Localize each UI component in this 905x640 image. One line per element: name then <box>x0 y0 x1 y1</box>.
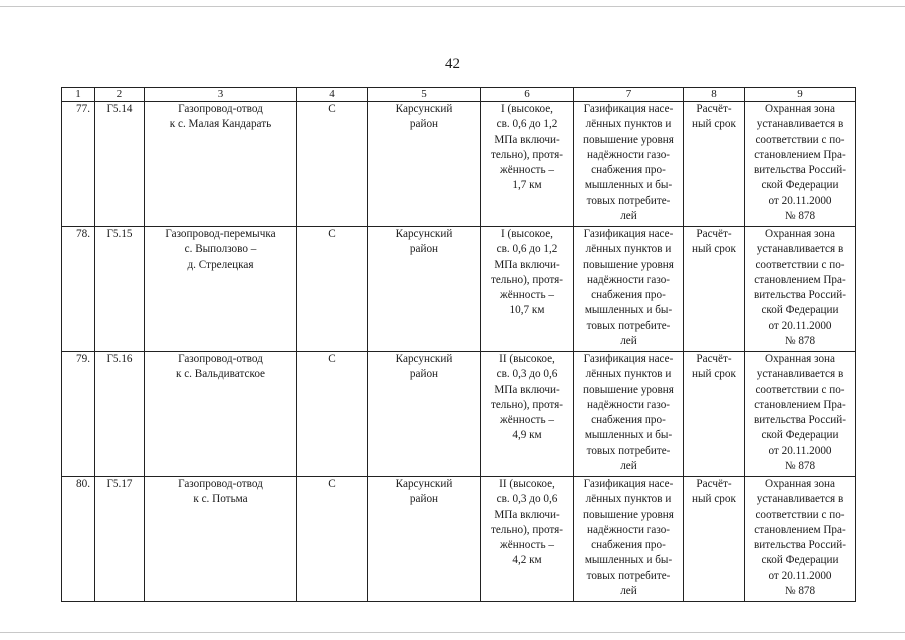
cell-text-line: повышение уровня <box>583 508 674 521</box>
cell-parameters <box>481 102 574 227</box>
cell-text-line: соответствии с по- <box>755 133 845 146</box>
column-header: 5 <box>368 88 481 102</box>
cell-text-line: МПа включи- <box>494 258 560 271</box>
cell-text-line: лённых пунктов и <box>585 493 672 506</box>
cell-text-line: II (высокое, <box>499 478 555 490</box>
cell-text-line: мышленных и бы- <box>584 429 673 442</box>
cell-district <box>368 102 481 227</box>
cell-text-line: к с. Малая Кандарать <box>169 118 272 131</box>
cell-text-line: Расчёт- <box>696 228 732 240</box>
cell-text-line: от 20.11.2000 <box>768 444 832 457</box>
cell-text-line: снабжения про- <box>591 164 666 177</box>
cell-protection-zone <box>745 102 856 227</box>
cell-text-line: район <box>409 243 439 256</box>
column-header: 3 <box>145 88 297 102</box>
cell-text-line: лённых пунктов и <box>585 243 672 256</box>
cell-text-line: от 20.11.2000 <box>768 569 832 582</box>
cell-text-line: становлением Пра- <box>754 148 846 161</box>
cell-text-line: мышленных и бы- <box>584 554 673 567</box>
cell-text-line: ской Федерации <box>761 179 839 192</box>
cell-purpose <box>574 227 684 352</box>
cell-text-line: лей <box>620 585 637 598</box>
cell-text-line: надёжности газо- <box>586 148 671 161</box>
cell-text-line: тельно), протя- <box>490 398 564 411</box>
scan-edge-bottom <box>0 632 905 633</box>
scan-edge-top <box>0 6 905 7</box>
cell-text-line: Газопровод-отвод <box>178 103 263 115</box>
column-header: 8 <box>684 88 745 102</box>
column-header: 4 <box>297 88 368 102</box>
cell-text-line: вительства Россий- <box>753 289 846 302</box>
cell-text-line: жённость – <box>500 164 554 177</box>
cell-text-line: снабжения про- <box>591 289 666 302</box>
cell-text-line: соответствии с по- <box>755 508 845 521</box>
cell-district <box>368 477 481 602</box>
cell-text-line: тельно), протя- <box>490 273 564 286</box>
cell-text-line: св. 0,6 до 1,2 <box>496 243 558 256</box>
cell-text-line: надёжности газо- <box>586 273 671 286</box>
cell-text-line: ской Федерации <box>761 554 839 567</box>
cell-text-line: надёжности газо- <box>586 523 671 536</box>
cell-text-line: ный срок <box>692 368 736 381</box>
cell-term <box>684 352 745 477</box>
cell-text-line: лённых пунктов и <box>585 368 672 381</box>
cell-text-line: к с. Вальдиватское <box>175 368 266 381</box>
cell-text-line: Карсунский <box>395 103 453 115</box>
cell-code: Г5.14 <box>95 102 145 227</box>
cell-text-line: Охранная зона <box>764 103 835 115</box>
cell-text-line: ный срок <box>692 118 736 131</box>
cell-text-line: товых потребите- <box>586 319 671 332</box>
cell-text-line: Карсунский <box>395 478 453 490</box>
cell-text-line: снабжения про- <box>591 414 666 427</box>
cell-text-line: ской Федерации <box>761 429 839 442</box>
cell-text-line: Карсунский <box>395 228 453 240</box>
cell-text-line: Газификация насе- <box>583 228 674 240</box>
cell-text-line: МПа включи- <box>494 508 560 521</box>
cell-text-line: II (высокое, <box>499 353 555 365</box>
cell-text-line: устанавливается в <box>756 243 844 256</box>
cell-text-line: снабжения про- <box>591 539 666 552</box>
cell-text-line: вительства Россий- <box>753 539 846 552</box>
cell-text-line: ской Федерации <box>761 304 839 317</box>
cell-text-line: повышение уровня <box>583 383 674 396</box>
cell-text-line: жённость – <box>500 414 554 427</box>
table-row <box>62 352 856 477</box>
cell-purpose <box>574 352 684 477</box>
cell-text-line: № 878 <box>784 460 816 473</box>
cell-text-line: 4,2 км <box>512 554 542 567</box>
cell-text-line: Охранная зона <box>764 228 835 240</box>
cell-text-line: 1,7 км <box>512 179 542 192</box>
cell-text-line: Расчёт- <box>696 103 732 115</box>
cell-text-line: лей <box>620 460 637 473</box>
document-table <box>61 87 856 602</box>
cell-district <box>368 352 481 477</box>
cell-row-number: 79. <box>62 352 95 477</box>
cell-code: Г5.17 <box>95 477 145 602</box>
cell-text-line: ный срок <box>692 243 736 256</box>
cell-text-line: Газопровод-перемычка <box>165 228 276 240</box>
cell-text-line: становлением Пра- <box>754 398 846 411</box>
cell-text-line: Газификация насе- <box>583 353 674 365</box>
column-header: 9 <box>745 88 856 102</box>
cell-text-line: к с. Потьма <box>193 493 248 506</box>
cell-purpose <box>574 102 684 227</box>
cell-text-line: св. 0,6 до 1,2 <box>496 118 558 131</box>
cell-text-line: д. Стрелецкая <box>187 258 254 271</box>
cell-text-line: Газопровод-отвод <box>178 478 263 490</box>
cell-text-line: Расчёт- <box>696 478 732 490</box>
cell-text-line: район <box>409 493 439 506</box>
cell-text-line: мышленных и бы- <box>584 179 673 192</box>
table-row <box>62 102 856 227</box>
cell-status: С <box>297 352 368 477</box>
cell-text-line: I (высокое, <box>501 228 553 240</box>
cell-district <box>368 227 481 352</box>
cell-object-name <box>145 352 297 477</box>
cell-protection-zone <box>745 227 856 352</box>
cell-code: Г5.16 <box>95 352 145 477</box>
cell-text-line: устанавливается в <box>756 118 844 131</box>
cell-protection-zone <box>745 477 856 602</box>
cell-text-line: Газификация насе- <box>583 103 674 115</box>
cell-text-line: лей <box>620 210 637 223</box>
cell-text-line: от 20.11.2000 <box>768 319 832 332</box>
table-body <box>62 102 856 602</box>
cell-text-line: 4,9 км <box>512 429 542 442</box>
cell-object-name <box>145 102 297 227</box>
cell-text-line: товых потребите- <box>586 194 671 207</box>
table-row <box>62 227 856 352</box>
cell-text-line: устанавливается в <box>756 493 844 506</box>
cell-status: С <box>297 102 368 227</box>
cell-text-line: МПа включи- <box>494 133 560 146</box>
cell-text-line: I (высокое, <box>501 103 553 115</box>
cell-text-line: № 878 <box>784 335 816 348</box>
cell-text-line: повышение уровня <box>583 133 674 146</box>
cell-code: Г5.15 <box>95 227 145 352</box>
cell-text-line: Расчёт- <box>696 353 732 365</box>
cell-text-line: лённых пунктов и <box>585 118 672 131</box>
cell-term <box>684 102 745 227</box>
cell-text-line: вительства Россий- <box>753 414 846 427</box>
cell-text-line: становлением Пра- <box>754 523 846 536</box>
cell-text-line: район <box>409 368 439 381</box>
cell-parameters <box>481 352 574 477</box>
column-header: 6 <box>481 88 574 102</box>
cell-parameters <box>481 227 574 352</box>
cell-text-line: № 878 <box>784 210 816 223</box>
cell-term <box>684 227 745 352</box>
cell-status: С <box>297 227 368 352</box>
cell-purpose <box>574 477 684 602</box>
cell-text-line: устанавливается в <box>756 368 844 381</box>
cell-text-line: Карсунский <box>395 353 453 365</box>
page-number: 42 <box>445 56 460 72</box>
cell-text-line: тельно), протя- <box>490 523 564 536</box>
cell-text-line: № 878 <box>784 585 816 598</box>
cell-protection-zone <box>745 352 856 477</box>
cell-text-line: ный срок <box>692 493 736 506</box>
column-number-row <box>62 88 856 102</box>
cell-row-number: 80. <box>62 477 95 602</box>
cell-text-line: мышленных и бы- <box>584 304 673 317</box>
cell-text-line: тельно), протя- <box>490 148 564 161</box>
cell-text-line: Газопровод-отвод <box>178 353 263 365</box>
cell-text-line: район <box>409 118 439 131</box>
cell-text-line: МПа включи- <box>494 383 560 396</box>
cell-text-line: 10,7 км <box>509 304 545 317</box>
cell-text-line: Газификация насе- <box>583 478 674 490</box>
table-row <box>62 477 856 602</box>
cell-text-line: вительства Россий- <box>753 164 846 177</box>
cell-text-line: надёжности газо- <box>586 398 671 411</box>
cell-text-line: жённость – <box>500 539 554 552</box>
cell-text-line: от 20.11.2000 <box>768 194 832 207</box>
column-header: 7 <box>574 88 684 102</box>
cell-text-line: товых потребите- <box>586 444 671 457</box>
cell-term <box>684 477 745 602</box>
cell-row-number: 78. <box>62 227 95 352</box>
cell-text-line: соответствии с по- <box>755 258 845 271</box>
cell-text-line: Охранная зона <box>764 353 835 365</box>
cell-text-line: св. 0,3 до 0,6 <box>496 493 558 506</box>
cell-text-line: становлением Пра- <box>754 273 846 286</box>
cell-text-line: товых потребите- <box>586 569 671 582</box>
cell-status: С <box>297 477 368 602</box>
cell-row-number: 77. <box>62 102 95 227</box>
cell-text-line: св. 0,3 до 0,6 <box>496 368 558 381</box>
cell-object-name <box>145 227 297 352</box>
cell-text-line: повышение уровня <box>583 258 674 271</box>
column-header: 2 <box>95 88 145 102</box>
cell-text-line: жённость – <box>500 289 554 302</box>
cell-object-name <box>145 477 297 602</box>
cell-text-line: лей <box>620 335 637 348</box>
cell-parameters <box>481 477 574 602</box>
cell-text-line: с. Выползово – <box>184 243 257 256</box>
cell-text-line: Охранная зона <box>764 478 835 490</box>
cell-text-line: соответствии с по- <box>755 383 845 396</box>
column-header: 1 <box>62 88 95 102</box>
